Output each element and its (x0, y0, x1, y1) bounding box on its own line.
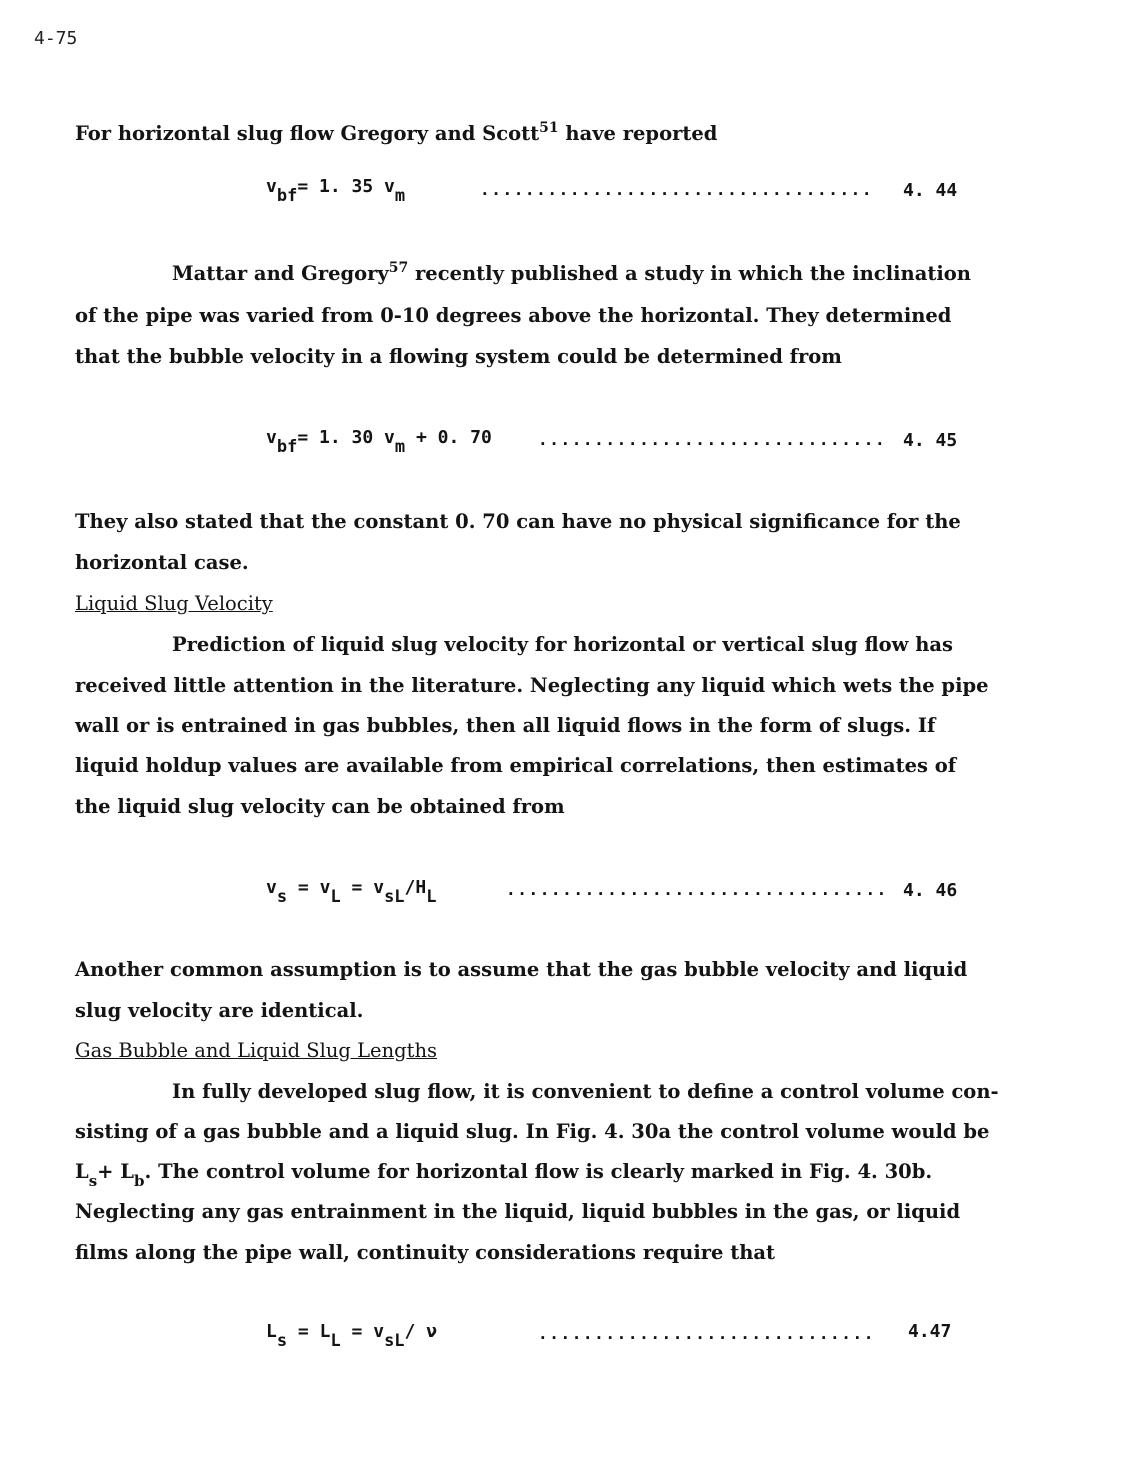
paragraph-line: $L_s+ L_b$. The control volume for horizontal flow is clearly marked in Fig. 4. 30b. (75, 1160, 933, 1190)
section-heading: Gas Bubble and Liquid Slug Lengths (75, 1039, 438, 1062)
equation-4-44: vbf= 1. 35 vm (266, 176, 406, 206)
paragraph-line: Prediction of liquid slug velocity for horizontal or vertical slug flow has (172, 633, 953, 656)
paragraph-line: sisting of a gas bubble and a liquid slug. In Fig. 4. 30a the control volume would be (75, 1120, 990, 1143)
equation-4-47: Ls = LL = vsL/ ν (266, 1321, 438, 1351)
reference-number: 57 (388, 260, 409, 276)
equation-number: 4. 44 (903, 180, 958, 201)
paragraph-line: wall or is entrained in gas bubbles, then all liquid flows in the form of slugs. If (75, 714, 936, 737)
paragraph-line: Neglecting any gas entrainment in the liquid, liquid bubbles in the gas, or liquid (75, 1200, 961, 1223)
text: have reported (558, 122, 718, 145)
section-heading: Liquid Slug Velocity (75, 592, 273, 615)
equation-4-45: vbf= 1. 30 vm + 0. 70 (266, 427, 492, 457)
page-number: 4-75 (34, 28, 78, 49)
leader-dots: ............................... (538, 430, 887, 449)
equation-number: 4. 45 (903, 430, 958, 451)
paragraph-line: Mattar and Gregory$^{57}$ recently published a study in which the inclination (172, 260, 971, 285)
paragraph-line (75, 122, 717, 145)
paragraph-line: In fully developed slug flow, it is convenient to define a control volume con- (172, 1080, 999, 1103)
leader-dots: .................................. (506, 880, 888, 899)
text: For horizontal slug flow Gregory and Scott (75, 122, 540, 145)
leader-dots: .............................. (538, 1324, 875, 1343)
paragraph-line: Another common assumption is to assume that the gas bubble velocity and liquid (75, 958, 968, 981)
equation-number: 4. 46 (903, 880, 958, 901)
paragraph-line: horizontal case. (75, 551, 249, 574)
paragraph-line: the liquid slug velocity can be obtained from (75, 795, 565, 818)
leader-dots: ................................... (480, 180, 874, 199)
paragraph-line: They also stated that the constant 0. 70 can have no physical significance for the (75, 510, 961, 533)
paragraph-line: films along the pipe wall, continuity considerations require that (75, 1241, 776, 1264)
equation-4-46: vs = vL = vsL/HL (266, 877, 437, 907)
paragraph-line: that the bubble velocity in a flowing system could be determined from (75, 345, 842, 368)
paragraph-line: received little attention in the literature. Neglecting any liquid which wets the pipe (75, 674, 989, 697)
equation-number: 4.47 (908, 1321, 952, 1342)
paragraph-line: of the pipe was varied from 0-10 degrees above the horizontal. They determined (75, 304, 952, 327)
paragraph-line: liquid holdup values are available from empirical correlations, then estimates of (75, 754, 957, 777)
reference-number: 51 (539, 120, 559, 136)
paragraph-line: slug velocity are identical. (75, 999, 364, 1022)
